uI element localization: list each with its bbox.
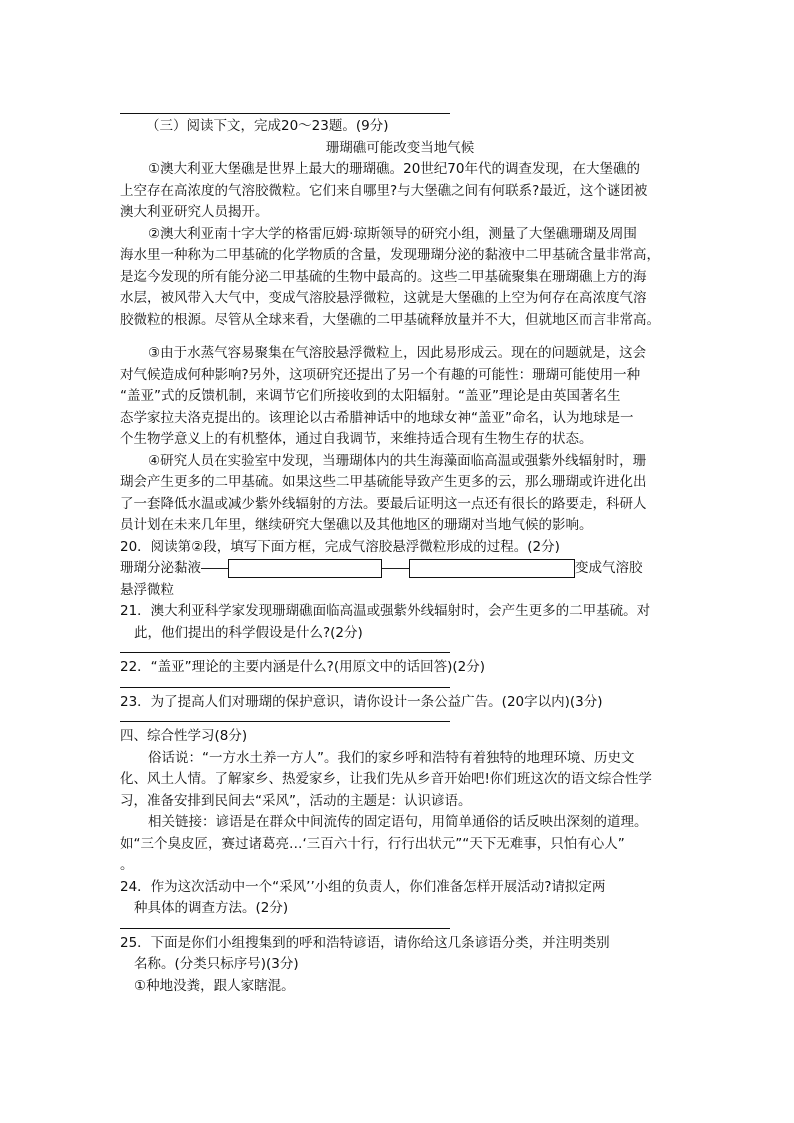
q20-end: 变成气溶胶 [575, 560, 643, 576]
question-24: 24．作为这次活动中一个“采风’’小组的负责人，你们准备怎样开展活动?请拟定两 种具体的调查方法。(2分) [120, 878, 606, 916]
question-22: 22．“盖亚”理论的主要内涵是什么?(用原文中的话回答)(2分) [120, 659, 485, 675]
q20-answer-box-1[interactable] [228, 559, 382, 578]
q20-start: 珊瑚分泌黏液―― [120, 560, 228, 576]
paragraph-1: ①澳大利亚大堡礁是世界上最大的珊瑚礁。20世纪70年代的调查发现，在大堡礁的 上空存在高浓度的气溶胶微粒。它们来自哪里?与大堡礁之间有何联系?最近，这个谜团被 澳大利亚研究人员揭开。 [120, 161, 648, 220]
section4-intro: 俗话说：“一方水土养一方人”。我们的家乡呼和浩特有着独特的地理环境、历史文 化、风土人情。了解家乡、热爱家乡，让我们先从乡音开始吧!你们班这次的语文综合性学 习，准备安排到民间去“采风”，活动的主题是：认识谚语。 [120, 749, 652, 809]
q20-arrow: ―― [382, 560, 409, 576]
q21-answer-line[interactable] [120, 652, 450, 653]
section4-header: 四、综合性学习(8分) [120, 728, 248, 744]
question-20: 20．阅读第②段，填写下面方框，完成气溶胶悬浮微粒形成的过程。(2分) [120, 538, 560, 555]
question-25: 25．下面是你们小组搜集到的呼和浩特谚语，请你给这几条谚语分类，并注明类别 名称。(分类只标序号)(3分) [120, 934, 610, 972]
paragraph-4: ④研究人员在实验室中发现，当珊瑚体内的共生海藻面临高温或强紫外线辐射时，珊 瑚会产生更多的二甲基硫。如果这些二甲基硫能导致产生更多的云，那么珊瑚或许进化出 了一套降低水温或减少紫外线辐射的方法。要最后证明这一点还有很长的路要走，科研人 员计划在未来几年里，继续研究大堡礁以及其他地区的珊瑚对当地气候的影响。 [120, 452, 647, 533]
q20-flow [120, 558, 680, 580]
paragraph-3: ③由于水蒸气容易聚集在气溶胶悬浮微粒上，因此易形成云。现在的问题就是，这会 对气候造成何种影响?另外，这项研究还提出了另一个有趣的可能性：珊瑚可能使用一种 “盖亚”式的反馈机制，来调节它们所接收到的太阳辐射。“盖亚”理论是由英国著名生 态学家拉夫洛克提出的。该理论以古希腊神话中的地球女神“盖亚”命名，认为地球是一 个生物学意义上的有机整体，通过自我调节，来维持适合现有生物生存的状态。 [120, 345, 647, 447]
paragraph-2: ②澳大利亚南十字大学的格雷厄姆·琼斯领导的研究小组，测量了大堡礁珊瑚及周围 海水里一种称为二甲基硫的化学物质的含量，发现珊瑚分泌的黏液中二甲基硫含量非常高， 是迄今发现的所有能分泌二甲基硫的生物中最高的。这些二甲基硫聚集在珊瑚礁上方的海 水层，被风带入大气中，变成气溶胶悬浮微粒，这就是大堡礁的上空为何存在高浓度气溶 胶微粒的根源。尽管从全球来看，大堡礁的二甲基硫释放量并不大，但就地区而言非常高。 [120, 225, 660, 328]
q23-answer-line[interactable] [120, 721, 450, 722]
q20-answer-box-2[interactable] [409, 559, 575, 578]
exam-page [120, 110, 680, 997]
section3-header: （三）阅读下文，完成20～23题。(9分) [146, 118, 389, 134]
q20-end-continued: 悬浮微粒 [120, 581, 174, 598]
article-title: 珊瑚礁可能改变当地气候 [325, 139, 475, 156]
related-link: 相关链接：谚语是在群众中间流传的固定语句，用简单通俗的话反映出深刻的道理。 如“三个臭皮匠，赛过诸葛亮…‘三百六十行，行行出状元”“天下无难事，只怕有心人” 。 [120, 814, 648, 873]
q22-answer-line[interactable] [120, 687, 450, 688]
top-rule [120, 113, 450, 114]
proverb-item-1: ①种地没粪，跟人家瞎混。 [134, 977, 295, 994]
q24-answer-line[interactable] [120, 928, 450, 929]
question-23: 23．为了提高人们对珊瑚的保护意识，请你设计一条公益广告。(20字以内)(3分) [120, 693, 603, 710]
question-21: 21．澳大利亚科学家发现珊瑚礁面临高温或强紫外线辐射时，会产生更多的二甲基硫。对 此，他们提出的科学假设是什么?(2分) [120, 603, 651, 641]
